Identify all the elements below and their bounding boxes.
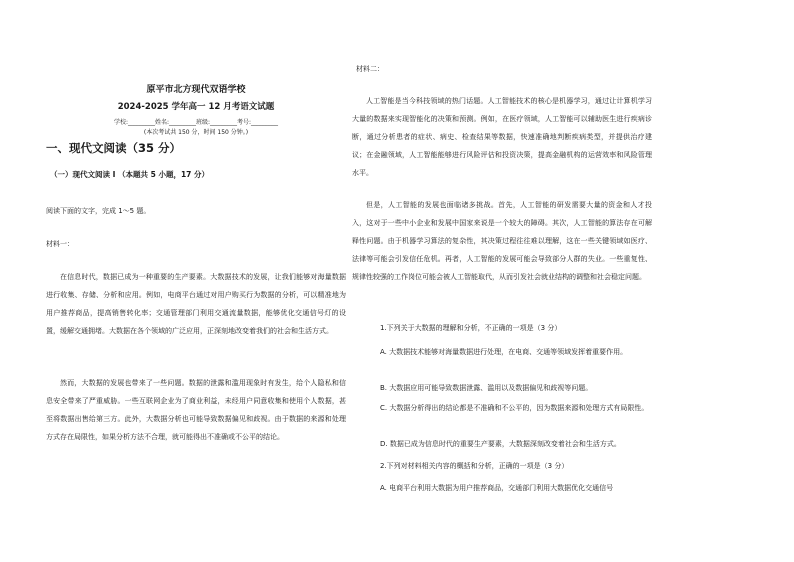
question-option: A. 电商平台利用大数据为用户推荐商品，交通部门利用大数据优化交通信号 xyxy=(380,484,614,492)
material1-paragraph: 然而，大数据的发展也带来了一些问题。数据的泄露和滥用现象时有发生，给个人隐私和信息安全带来了严重威胁。一些互联网企业为了商业利益，未经用户同意收集和使用个人数据，甚至将数据出售给第三方。此外，大数据分析也可能导致数据偏见和歧视。由于数据的来源和处理方式存在局限性，如果分析方法不合理，就可能得出不准确或不公平的结论。 xyxy=(46,379,346,441)
school-name: 原平市北方现代双语学校 xyxy=(146,85,246,95)
right-column xyxy=(352,0,652,562)
material2-paragraph: 人工智能是当今科技领域的热门话题。人工智能技术的核心是机器学习，通过让计算机学习大量的数据来实现智能化的决策和预测。例如，在医疗领域，人工智能可以辅助医生进行疾病诊断，通过分析患者的症状、病史、检查结果等数据，快速准确地判断疾病类型，并提供治疗建议；在金融领域，人工智能能够进行风险评估和投资决策，提高金融机构的运营效率和风险管理水平。 xyxy=(352,97,652,177)
material2-paragraph: 但是，人工智能的发展也面临诸多挑战。首先，人工智能的研发需要大量的资金和人才投入，这对于一些中小企业和发展中国家来说是一个较大的障碍。其次，人工智能的算法存在可解释性问题。由于机器学习算法的复杂性，其决策过程往往难以理解，这在一些关键领域如医疗、法律等可能会引发信任危机。再者，人工智能的发展可能会导致部分人群的失业。一些重复性、规律性较强的工作岗位可能会被人工智能取代，从而引发社会就业结构的调整和社会稳定问题。 xyxy=(352,201,652,281)
question-option: B. 大数据应用可能导致数据泄露、滥用以及数据偏见和歧视等问题。 xyxy=(380,384,593,392)
reading-instruction: 阅读下面的文字，完成 1～5 题。 xyxy=(46,207,151,215)
exam-note: (本次考试共 150 分，时间 150 分钟。) xyxy=(143,129,249,136)
section-title: 一、现代文阅读（35 分） xyxy=(46,141,182,155)
left-column xyxy=(46,0,346,562)
material1-paragraph: 在信息时代，数据已成为一种重要的生产要素。大数据技术的发展，让我们能够对海量数据进行收集、存储、分析和应用。例如，电商平台通过对用户购买行为数据的分析，可以精准地为用户推荐商品，提高销售转化率；交通管理部门利用交通流量数据，能够优化交通信号灯的设置，缓解交通拥堵。大数据在各个领域的广泛应用，正深刻地改变着我们的社会和生活方式。 xyxy=(46,273,346,335)
material-label: 材料二： xyxy=(356,65,384,73)
question-option: A. 大数据技术能够对海量数据进行处理，在电商、交通等领域发挥着重要作用。 xyxy=(380,348,628,356)
student-info-fields: 学校:_________姓名:_________班级:_________考号:_________ xyxy=(113,119,279,126)
question-option: D. 数据已成为信息时代的重要生产要素，大数据深刻改变着社会和生活方式。 xyxy=(380,440,621,448)
question-stem: 1.下列关于大数据的理解和分析，不正确的一项是（3 分） xyxy=(380,324,562,332)
section-subtitle: （一）现代文阅读 I （本题共 5 小题，17 分） xyxy=(50,170,210,179)
material-label: 材料一： xyxy=(46,240,74,248)
question-stem: 2.下列对材料相关内容的概括和分析，正确的一项是（3 分） xyxy=(380,462,569,470)
question-option: C. 大数据分析得出的结论都是不准确和不公平的，因为数据来源和处理方式有局限性。 xyxy=(380,404,649,412)
exam-title: 2024-2025 学年高一 12 月考语文试题 xyxy=(117,102,275,112)
